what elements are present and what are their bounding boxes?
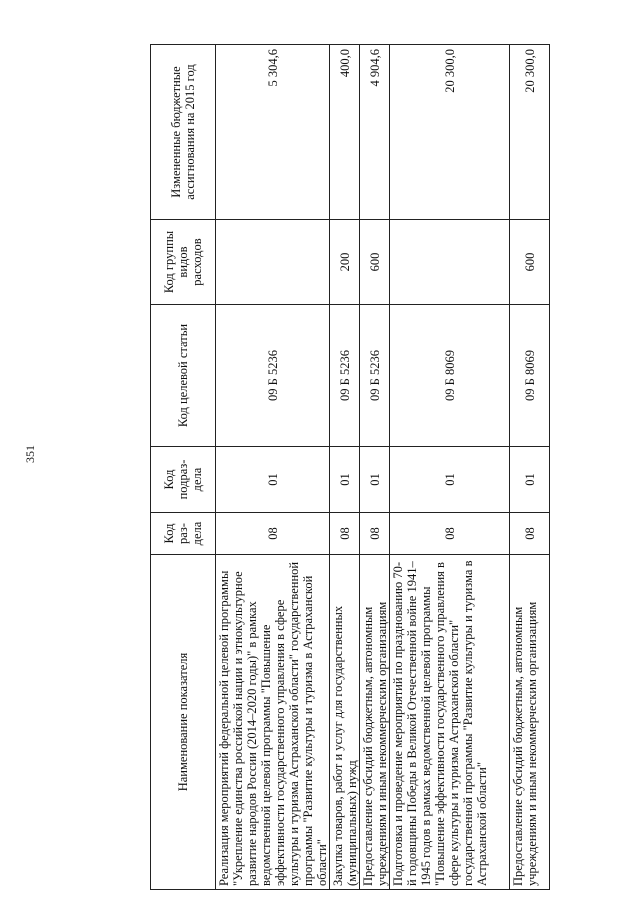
cell-razdel: 08 xyxy=(330,513,360,555)
cell-podrazdel: 01 xyxy=(330,447,360,513)
table-header-row xyxy=(151,45,216,890)
cell-razdel: 08 xyxy=(216,513,330,555)
cell-summa: 4 904,6 xyxy=(360,45,390,220)
header-vid: Код группы видов расходов xyxy=(151,220,216,305)
cell-name: Реализация мероприятий федеральной целевой программы "Укрепление единства российской нации и этнокультурное развитие народов России (2014–2020 годы)" в рамках ведомственной целевой программы "Повышение эффективности государственного управления в сфере культуры и туризма Астраханской области" государственной программы "Развитие культуры и туризма в Астраханской области" xyxy=(216,555,330,890)
header-name: Наименование показателя xyxy=(151,555,216,890)
cell-vid: 200 xyxy=(330,220,360,305)
table-row xyxy=(360,45,390,890)
cell-name: Предоставление субсидий бюджетным, автономным учреждениям и иным некоммерческим организациям xyxy=(510,555,550,890)
table-row xyxy=(330,45,360,890)
cell-name: Закупка товаров, работ и услуг для государственных (муниципальных) нужд xyxy=(330,555,360,890)
header-podrazdel: Код подраз-дела xyxy=(151,447,216,513)
table-row xyxy=(390,45,510,890)
cell-summa: 20 300,0 xyxy=(510,45,550,220)
cell-vid xyxy=(216,220,330,305)
cell-podrazdel: 01 xyxy=(510,447,550,513)
header-celevaya: Код целевой статьи xyxy=(151,305,216,447)
header-summa: Измененные бюджетные ассигнования на 2015 год xyxy=(151,45,216,220)
cell-celevaya: 09 Б 5236 xyxy=(330,305,360,447)
budget-table xyxy=(150,44,550,890)
table-row xyxy=(216,45,330,890)
cell-summa: 400,0 xyxy=(330,45,360,220)
page-number: 351 xyxy=(23,445,37,463)
table-row xyxy=(510,45,550,890)
cell-celevaya: 09 Б 5236 xyxy=(360,305,390,447)
cell-razdel: 08 xyxy=(390,513,510,555)
cell-vid: 600 xyxy=(510,220,550,305)
cell-vid: 600 xyxy=(360,220,390,305)
header-razdel: Код раз-дела xyxy=(151,513,216,555)
cell-celevaya: 09 Б 8069 xyxy=(510,305,550,447)
cell-name: Подготовка и проведение мероприятий по празднованию 70-й годовщины Победы в Великой Отечественной войне 1941–1945 годов в рамках ведомственной целевой программы "Повышение эффективности государственного управления в сфере культуры и туризма Астраханской области" государственной программы "Развитие культуры и туризма в Астраханской области" xyxy=(390,555,510,890)
cell-podrazdel: 01 xyxy=(390,447,510,513)
rotated-table-container xyxy=(150,45,539,890)
cell-vid xyxy=(390,220,510,305)
cell-celevaya: 09 Б 5236 xyxy=(216,305,330,447)
cell-summa: 5 304,6 xyxy=(216,45,330,220)
cell-celevaya: 09 Б 8069 xyxy=(390,305,510,447)
cell-summa: 20 300,0 xyxy=(390,45,510,220)
cell-podrazdel: 01 xyxy=(360,447,390,513)
cell-razdel: 08 xyxy=(360,513,390,555)
cell-name: Предоставление субсидий бюджетным, автономным учреждениям и иным некоммерческим организациям xyxy=(360,555,390,890)
cell-podrazdel: 01 xyxy=(216,447,330,513)
cell-razdel: 08 xyxy=(510,513,550,555)
